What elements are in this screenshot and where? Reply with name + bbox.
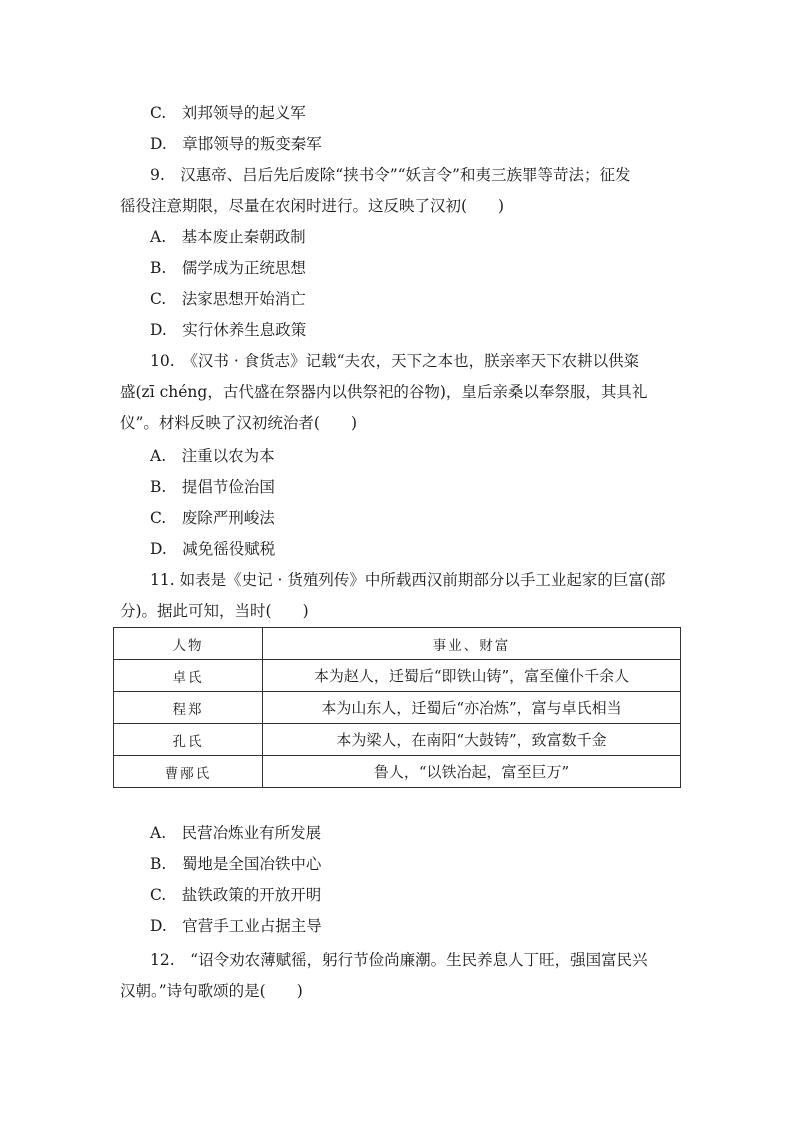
table-cell-career: 本为赵人，迁蜀后“即铁山铸”，富至僮仆千余人 xyxy=(263,660,681,692)
table-cell-career: 本为山东人，迁蜀后“亦冶炼”，富与卓氏相当 xyxy=(263,692,681,724)
table-row xyxy=(114,692,681,724)
wealth-table xyxy=(113,627,681,788)
q11-option-a: A. 民营冶炼业有所发展 xyxy=(150,824,322,842)
table-cell-person: 卓氏 xyxy=(114,660,263,692)
table-row xyxy=(114,724,681,756)
q11-option-d: D. 官营手工业占据主导 xyxy=(150,917,322,935)
q9-option-d: D. 实行休养生息政策 xyxy=(150,321,307,339)
table-header-career: 事业、财富 xyxy=(263,628,681,660)
q11-stem-line1: 11. 如表是《史记 · 货殖列传》中所载西汉前期部分以手工业起家的巨富(部 xyxy=(150,571,666,589)
q10-option-b: B. 提倡节俭治国 xyxy=(150,478,275,496)
q10-option-c: C. 废除严刑峻法 xyxy=(150,509,275,527)
table-cell-person: 程郑 xyxy=(114,692,263,724)
q11-option-c: C. 盐铁政策的开放开明 xyxy=(150,886,322,904)
q9-stem-line1: 9. 汉惠帝、吕后先后废除“挟书令”“妖言令”和夷三族罪等苛法；征发 xyxy=(150,166,631,184)
q9-stem-line2: 徭役注意期限，尽量在农闲时进行。这反映了汉初( ) xyxy=(120,197,505,215)
table-row xyxy=(114,756,681,788)
q10-stem-line3: 仪”。材料反映了汉初统治者( ) xyxy=(120,414,358,432)
q10-option-d: D. 减免徭役赋税 xyxy=(150,540,276,558)
q10-stem-line2: 盛(zī chéng，古代盛在祭器内以供祭祀的谷物)，皇后亲桑以奉祭服，其具礼 xyxy=(120,383,648,401)
q8-option-c: C. 刘邦领导的起义军 xyxy=(150,104,306,122)
q9-option-a: A. 基本废止秦朝政制 xyxy=(150,228,306,246)
q12-stem-line1: 12. “诏令劝农薄赋徭，躬行节俭尚廉潮。生民养息人丁旺，强国富民兴 xyxy=(150,951,648,969)
q11-option-b: B. 蜀地是全国冶铁中心 xyxy=(150,855,322,873)
table-cell-person: 孔氏 xyxy=(114,724,263,756)
q9-option-c: C. 法家思想开始消亡 xyxy=(150,290,306,308)
table-row xyxy=(114,660,681,692)
q10-stem-line1: 10. 《汉书 · 食货志》记载“夫农，天下之本也，朕亲率天下农耕以供粢 xyxy=(150,352,640,370)
q11-stem-line2: 分)。据此可知，当时( ) xyxy=(120,602,309,620)
q8-option-d: D. 章邯领导的叛变秦军 xyxy=(150,135,322,153)
table-header-row xyxy=(114,628,681,660)
q10-option-a: A. 注重以农为本 xyxy=(150,447,275,465)
q9-option-b: B. 儒学成为正统思想 xyxy=(150,259,306,277)
table-cell-career: 鲁人，“以铁冶起，富至巨万” xyxy=(263,756,681,788)
q12-stem-line2: 汉朝。”诗句歌颂的是( ) xyxy=(120,982,303,1000)
table-header-person: 人物 xyxy=(114,628,263,660)
table-cell-person: 曹邴氏 xyxy=(114,756,263,788)
table-cell-career: 本为梁人，在南阳“大鼓铸”，致富数千金 xyxy=(263,724,681,756)
